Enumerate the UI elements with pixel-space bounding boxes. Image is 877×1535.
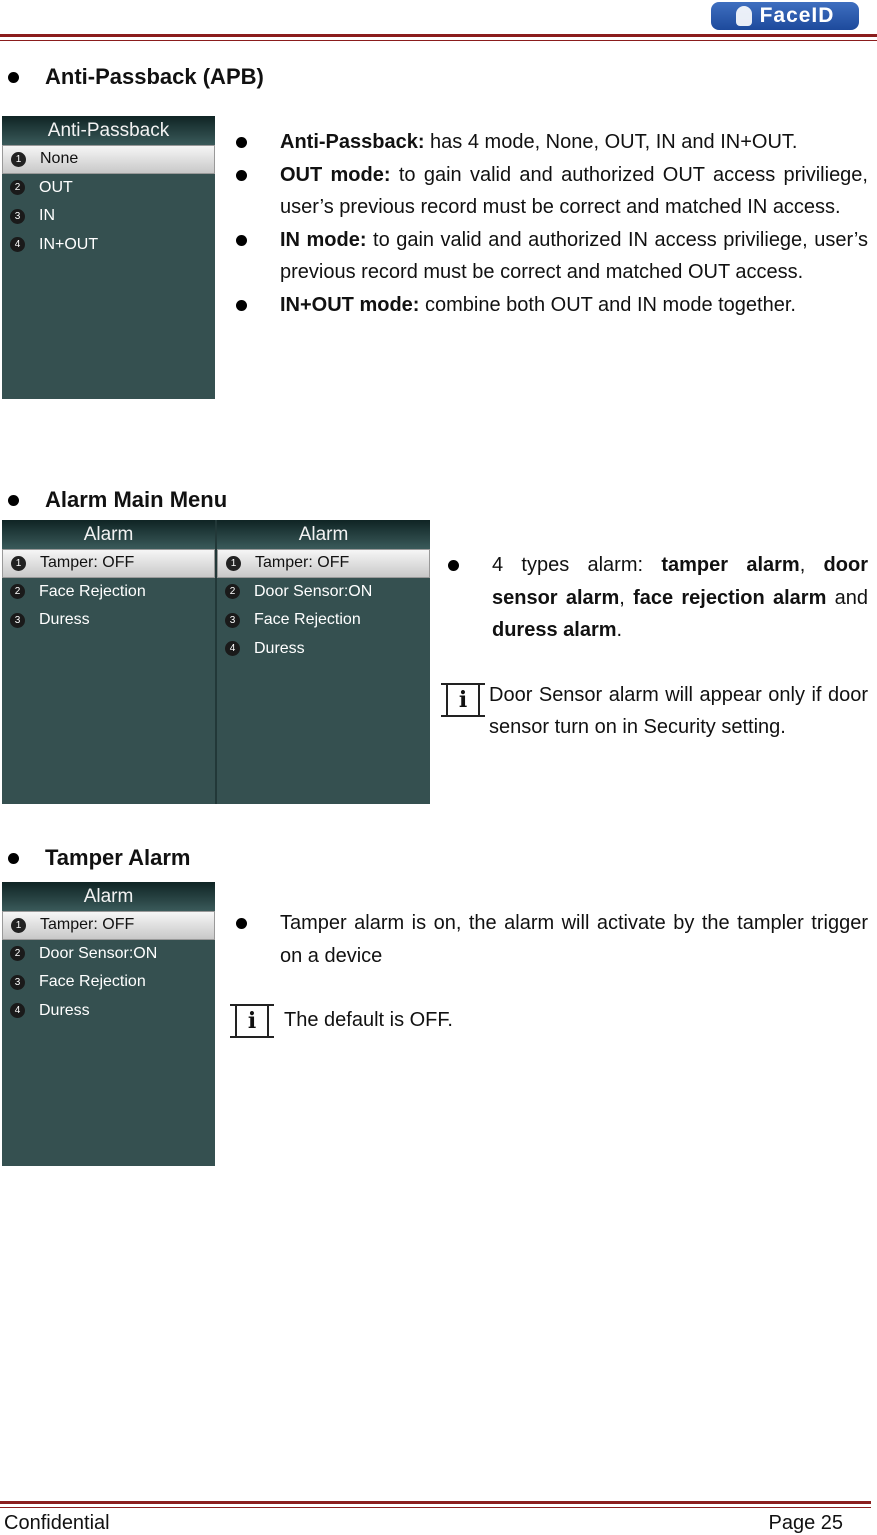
number-2-icon: 2 xyxy=(10,180,25,195)
alarm-screens xyxy=(2,520,430,804)
number-1-icon: 1 xyxy=(226,556,241,571)
tamper-note: The default is OFF. xyxy=(284,1009,453,1031)
bullet-icon xyxy=(236,300,247,311)
menu-item-face-rejection[interactable] xyxy=(217,606,430,635)
menu-item-label: IN xyxy=(39,207,55,225)
menu-item-duress[interactable] xyxy=(2,997,215,1026)
tamper-bullet xyxy=(232,907,868,972)
number-3-icon: 3 xyxy=(225,613,240,628)
bullet-icon xyxy=(236,235,247,246)
bullet-icon xyxy=(236,918,247,929)
bullet-icon xyxy=(236,170,247,181)
alarm-screen-right xyxy=(217,520,430,804)
number-1-icon: 1 xyxy=(11,152,26,167)
menu-item-none[interactable] xyxy=(2,145,215,174)
heading-text: Tamper Alarm xyxy=(45,845,191,870)
menu-item-out[interactable] xyxy=(2,174,215,203)
list-item: IN mode: to gain valid and authorized IN access priviliege, user’s previous record must be correct and matched OUT access. xyxy=(232,224,868,289)
list-item: Tamper alarm is on, the alarm will activate by the tampler trigger on a device xyxy=(232,907,868,972)
menu-item-label: Tamper: OFF xyxy=(255,554,350,572)
page-number: Page 25 xyxy=(768,1512,843,1534)
menu-item-face-rejection[interactable] xyxy=(2,968,215,997)
apb-screen xyxy=(2,116,215,399)
number-2-icon: 2 xyxy=(10,584,25,599)
alarm-bullet xyxy=(444,549,868,647)
bullet-icon xyxy=(8,495,19,506)
menu-item-in-out[interactable] xyxy=(2,231,215,260)
bullet-icon xyxy=(8,853,19,864)
list-item: IN+OUT mode: combine both OUT and IN mode together. xyxy=(232,289,868,322)
menu-item-tamper[interactable] xyxy=(2,549,215,578)
number-4-icon: 4 xyxy=(225,641,240,656)
screen-title: Alarm xyxy=(217,520,430,549)
bullet-icon xyxy=(448,560,459,571)
menu-item-face-rejection[interactable] xyxy=(2,578,215,607)
tamper-screen xyxy=(2,882,215,1166)
number-3-icon: 3 xyxy=(10,975,25,990)
heading-text: Anti-Passback (APB) xyxy=(45,64,264,89)
list-item: 4 types alarm: tamper alarm, door sensor alarm, face rejection alarm and duress alarm. xyxy=(444,549,868,647)
menu-item-tamper[interactable] xyxy=(2,911,215,940)
menu-item-label: Duress xyxy=(254,639,305,657)
section-heading-alarm xyxy=(8,487,227,513)
menu-item-duress[interactable] xyxy=(2,606,215,635)
alarm-note: Door Sensor alarm will appear only if door sensor turn on in Security setting. xyxy=(489,684,868,738)
menu-item-label: IN+OUT xyxy=(39,235,99,253)
menu-item-label: Duress xyxy=(39,1001,90,1019)
footer-rule-thin xyxy=(0,1507,871,1508)
info-icon: i xyxy=(235,1004,269,1038)
menu-item-duress[interactable] xyxy=(217,635,430,664)
menu-item-label: Face Rejection xyxy=(254,611,361,629)
menu-item-label: Duress xyxy=(39,611,90,629)
number-4-icon: 4 xyxy=(10,1003,25,1018)
bullet-icon xyxy=(236,137,247,148)
section-heading-apb xyxy=(8,64,264,90)
screen-title: Alarm xyxy=(2,882,215,911)
list-item: OUT mode: to gain valid and authorized OUT access priviliege, user’s previous record must be correct and matched IN access. xyxy=(232,159,868,224)
menu-item-label: OUT xyxy=(39,178,73,196)
screen-title: Alarm xyxy=(2,520,215,549)
footer-confidential: Confidential xyxy=(4,1512,110,1534)
menu-item-tamper[interactable] xyxy=(217,549,430,578)
face-logo-icon xyxy=(736,6,752,26)
menu-item-label: Door Sensor:ON xyxy=(39,944,158,962)
menu-item-label: Door Sensor:ON xyxy=(254,582,373,600)
number-2-icon: 2 xyxy=(225,584,240,599)
number-2-icon: 2 xyxy=(10,946,25,961)
menu-item-door-sensor[interactable] xyxy=(217,578,430,607)
number-1-icon: 1 xyxy=(11,556,26,571)
logo-text: FaceID xyxy=(759,4,835,27)
heading-text: Alarm Main Menu xyxy=(45,487,228,512)
menu-item-door-sensor[interactable] xyxy=(2,940,215,969)
menu-item-label: Face Rejection xyxy=(39,582,146,600)
screen-title: Anti-Passback xyxy=(2,116,215,145)
footer-rule xyxy=(0,1501,871,1504)
number-1-icon: 1 xyxy=(11,918,26,933)
list-item: Anti-Passback: has 4 mode, None, OUT, IN and IN+OUT. xyxy=(232,126,868,159)
bullet-icon xyxy=(8,72,19,83)
number-4-icon: 4 xyxy=(10,237,25,252)
number-3-icon: 3 xyxy=(10,613,25,628)
number-3-icon: 3 xyxy=(10,209,25,224)
faceid-logo xyxy=(711,2,859,30)
info-icon: i xyxy=(446,683,480,717)
header-rule-thin xyxy=(0,40,877,41)
alarm-screen-left xyxy=(2,520,215,804)
header-rule xyxy=(0,34,877,37)
menu-item-label: Tamper: OFF xyxy=(40,916,135,934)
menu-item-label: Face Rejection xyxy=(39,973,146,991)
menu-item-in[interactable] xyxy=(2,202,215,231)
section-heading-tamper xyxy=(8,845,191,871)
menu-item-label: Tamper: OFF xyxy=(40,554,135,572)
apb-bullets xyxy=(232,126,868,321)
menu-item-label: None xyxy=(40,150,79,168)
